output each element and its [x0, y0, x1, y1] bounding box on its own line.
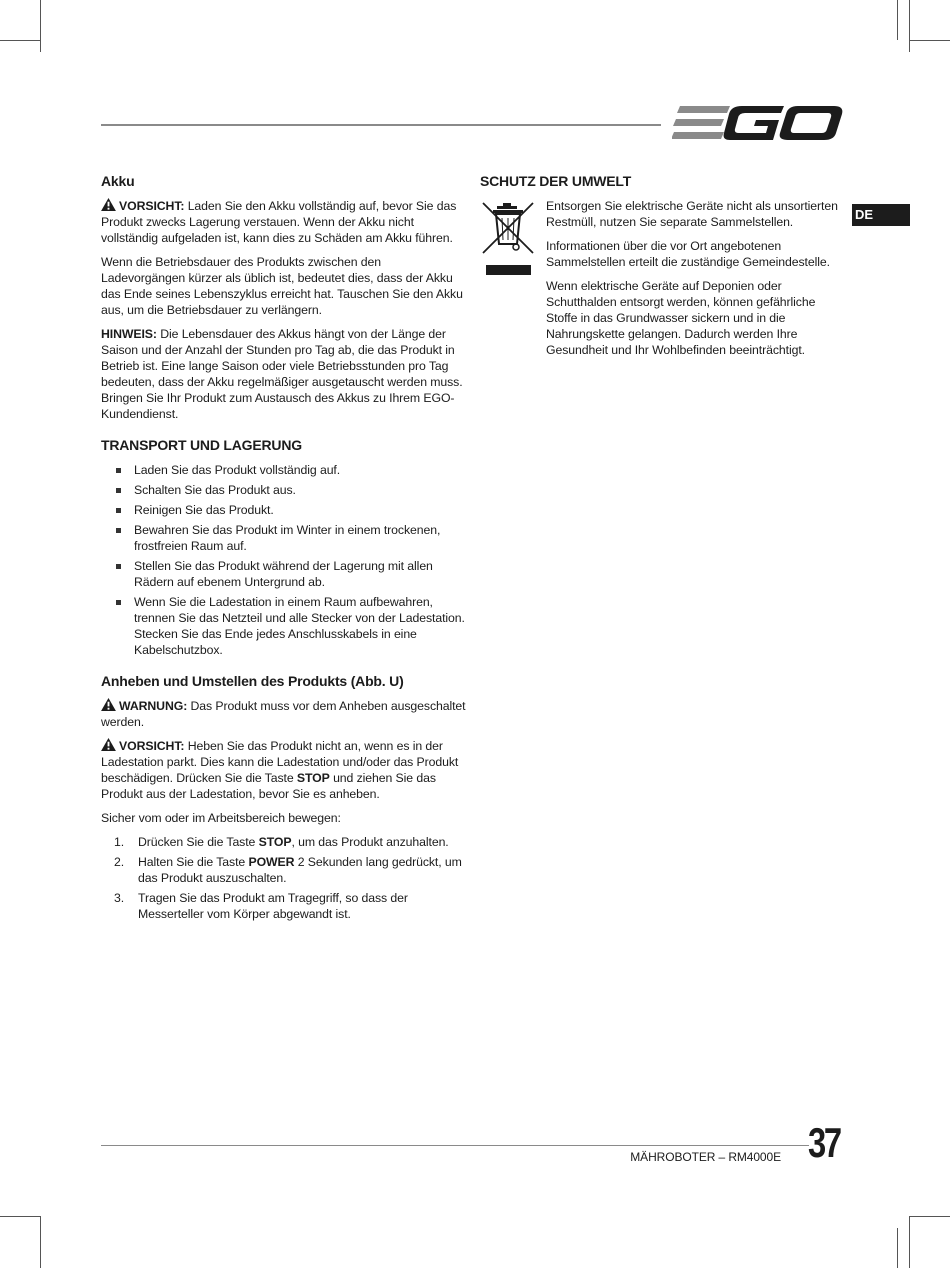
anheben-vorsicht-paragraph — [101, 738, 467, 802]
language-tab: DE — [852, 204, 910, 226]
warnung-text: Das Produkt muss vor dem Anheben ausgeschaltet werden. — [101, 699, 466, 729]
hinweis-text: Die Lebensdauer des Akkus hängt von der Länge der Saison und der Anzahl der Stunden pro Tag ab, die das Produkt in Betrieb ist. Eine lange Saison oder viele Betriebsstunden pro Tag bedeuten, dass der Akku regelmäßiger ausgetauscht werden muss. Bringen Sie Ihr Produkt zum Austausch des Akkus zu Ihrem EGO-Kundendienst. — [101, 327, 463, 421]
vorsicht-label: VORSICHT: — [119, 199, 185, 213]
paragraph: Wenn elektrische Geräte auf Deponien oder Schutthalden entsorgt werden, können gefährliche Stoffe in das Grundwasser sickern und in die Nahrungskette gelangen. Dadurch werden Ihre Gesundheit und Ihr Wohlbefinden beeinträchtigt. — [546, 279, 816, 357]
vorsicht-text: Heben Sie das Produkt nicht an, wenn es in der Ladestation parkt. Dies kann die Ladestation und/oder das Produkt beschädigen. Drücken Sie die Taste — [101, 739, 459, 785]
hinweis-paragraph — [101, 326, 467, 422]
list-item — [101, 834, 467, 850]
vorsicht-text: und ziehen Sie das Produkt aus der Ladestation, bevor Sie es anheben. — [101, 771, 436, 801]
list-item: Schalten Sie das Produkt aus. — [101, 482, 467, 498]
warning-triangle-icon — [101, 198, 116, 211]
header-rule — [101, 124, 661, 126]
intro-paragraph: Sicher vom oder im Arbeitsbereich bewegen: — [101, 811, 341, 825]
list-item: Laden Sie das Produkt vollständig auf. — [101, 462, 467, 478]
paragraph: Informationen über die vor Ort angebotenen Sammelstellen erteilt die zuständige Gemeindestelle. — [546, 239, 830, 269]
list-item: Reinigen Sie das Produkt. — [101, 502, 467, 518]
paragraph: Entsorgen Sie elektrische Geräte nicht als unsortierten Restmüll, nutzen Sie separate Sammelstellen. — [546, 199, 838, 229]
list-item: Bewahren Sie das Produkt im Winter in einem trockenen, frostfreien Raum auf. — [101, 522, 467, 554]
list-item: Wenn Sie die Ladestation in einem Raum aufbewahren, trennen Sie das Netzteil und alle Stecker von der Ladestation. Stecken Sie das Ende jedes Anschlusskabels in eine Kabelschutzbox. — [101, 594, 467, 658]
transport-list — [101, 462, 467, 658]
page-number: 37 — [808, 1119, 840, 1166]
ego-logo — [672, 102, 844, 144]
crop-mark — [897, 0, 898, 40]
akku-vorsicht-paragraph — [101, 198, 467, 246]
environment-section — [480, 198, 846, 366]
crop-mark — [40, 1216, 41, 1268]
footer-product: MÄHROBOTER – RM4000E — [630, 1150, 781, 1164]
crop-mark — [897, 1228, 898, 1268]
left-column — [101, 172, 467, 926]
step-text: Tragen Sie das Produkt am Tragegriff, so dass der Messerteller vom Körper abgewandt ist. — [138, 891, 408, 921]
footer-rule — [101, 1145, 809, 1146]
step-text: 2 Sekunden lang gedrückt, um das Produkt auszuschalten. — [138, 855, 462, 885]
crop-mark — [0, 1216, 40, 1217]
warnung-label: WARNUNG: — [119, 699, 188, 713]
crop-mark — [909, 0, 910, 52]
transport-heading: TRANSPORT UND LAGERUNG — [101, 437, 302, 453]
step-text: Halten Sie die Taste — [138, 855, 249, 869]
akku-heading: Akku — [101, 173, 135, 189]
umwelt-heading: SCHUTZ DER UMWELT — [480, 173, 632, 189]
right-column — [480, 172, 846, 366]
crop-mark — [40, 0, 41, 52]
warning-triangle-icon — [101, 738, 116, 751]
crossed-out-wheelie-bin-icon — [480, 198, 538, 366]
step-text: , um das Produkt anzuhalten. — [291, 835, 449, 849]
step-key: STOP — [258, 835, 292, 849]
step-key: POWER — [248, 855, 295, 869]
akku-paragraph: Wenn die Betriebsdauer des Produkts zwischen den Ladevorgängen kürzer als üblich ist, bedeutet dies, dass der Akku das Ende seines Lebenszyklus erreicht hat. Tauschen Sie den Akku aus, um die Betriebsdauer zu verlängern. — [101, 255, 463, 317]
crop-mark — [0, 40, 40, 41]
crop-mark — [909, 1216, 910, 1268]
hinweis-label: HINWEIS: — [101, 327, 157, 341]
crop-mark — [909, 1216, 950, 1217]
warnung-paragraph — [101, 698, 467, 730]
crop-mark — [909, 40, 950, 41]
stop-key-label: STOP — [296, 771, 330, 785]
list-item: Stellen Sie das Produkt während der Lagerung mit allen Rädern auf ebenem Untergrund ab. — [101, 558, 467, 590]
list-item — [101, 854, 467, 886]
steps-list — [101, 834, 467, 922]
list-item — [101, 890, 467, 922]
vorsicht-text: Laden Sie den Akku vollständig auf, bevor Sie das Produkt zwecks Lagerung verstauen. Wenn der Akku nicht vollständig aufgeladen ist, kann dies zu Schäden am Akku führen. — [101, 199, 457, 245]
step-number: 1. — [114, 835, 125, 849]
step-number: 3. — [114, 891, 125, 905]
warning-triangle-icon — [101, 698, 116, 711]
anheben-heading: Anheben und Umstellen des Produkts (Abb. U) — [101, 673, 404, 689]
vorsicht-label: VORSICHT: — [119, 739, 185, 753]
step-number: 2. — [114, 855, 125, 869]
environment-text — [546, 198, 846, 366]
step-text: Drücken Sie die Taste — [138, 835, 259, 849]
